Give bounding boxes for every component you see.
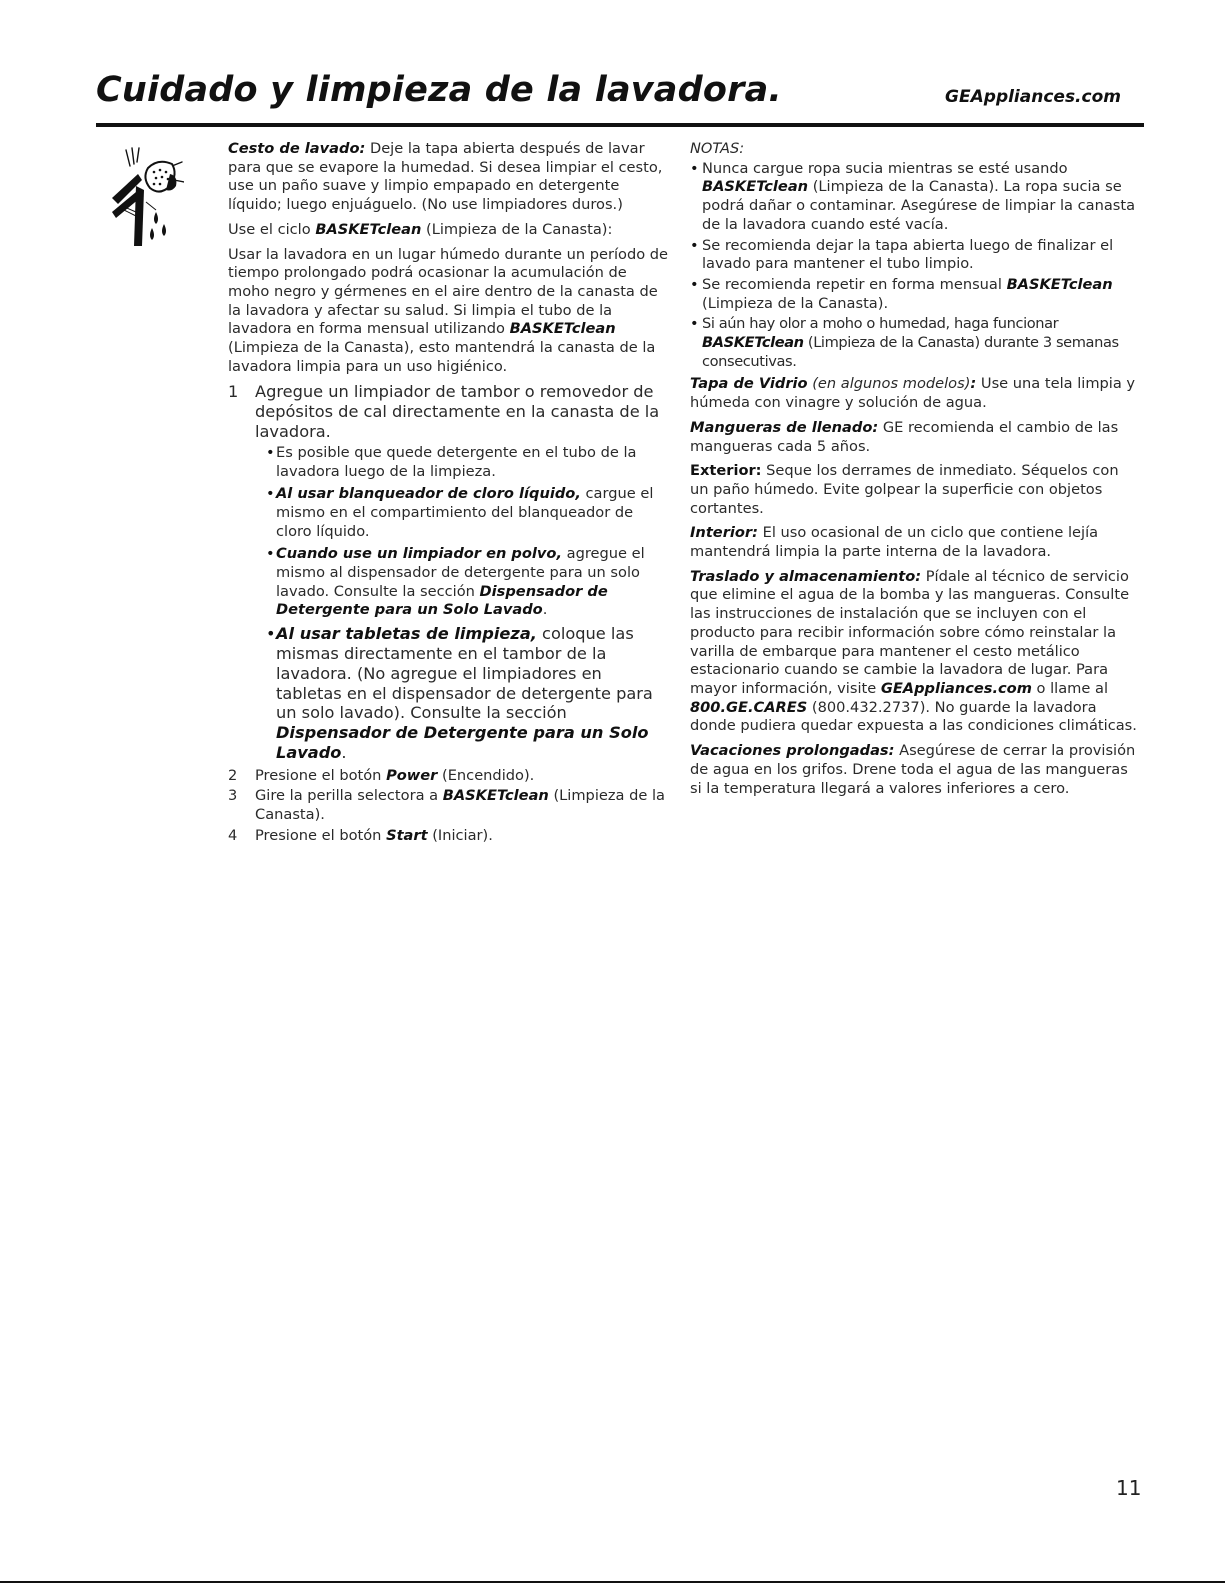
list-item [266, 485, 670, 541]
glass-lid-heading: Tapa de Vidrio [690, 375, 808, 393]
step-text-end: (Encendido). [437, 766, 535, 784]
list-item [690, 315, 1138, 371]
basketclean-term: BASKETclean [509, 320, 616, 338]
list-item [690, 237, 1138, 274]
vacation-paragraph [690, 742, 1138, 798]
section-reference: Dispensador de Detergente para un Solo Lavado [276, 582, 608, 619]
step-number: 3 [228, 787, 238, 805]
vacation-heading: Vacaciones prolongadas: [690, 742, 895, 760]
moving-heading: Traslado y almacenamiento: [690, 567, 922, 585]
step-text-end: (Iniciar). [427, 826, 493, 844]
glass-lid-paragraph [690, 375, 1138, 412]
cycle-intro-text: Use el ciclo [228, 220, 316, 238]
note-text: Se recomienda dejar la tapa abierta luego de finalizar el lavado para mantener el tubo limpio. [702, 236, 1114, 273]
interior-text: El uso ocasional de un ciclo que contiene lejía mantendrá limpia la parte interna de la lavadora. [690, 524, 1099, 561]
glass-lid-models: (en algunos modelos) [807, 375, 971, 393]
step-1-bullets [266, 444, 670, 763]
step-3 [228, 787, 670, 824]
bullet-heading: Cuando use un limpiador en polvo, [276, 545, 562, 563]
list-item [266, 545, 670, 620]
step-text: Presione el botón [255, 826, 387, 844]
humidity-text: Usar la lavadora en un lugar húmedo durante un período de tiempo prolongado podrá ocasionar la acumulación de moho negro y gérmenes en el aire dentro de la canasta de la lavadora y afectar su salud. Si limpia el tubo de la lavadora en forma mensual utilizando [228, 245, 669, 338]
note-text-end: (Limpieza de la Canasta). [702, 294, 889, 312]
site-link[interactable]: GEAppliances.com [880, 679, 1032, 697]
bullet-heading: Al usar blanqueador de cloro líquido, [276, 485, 581, 503]
cycle-intro-end: (Limpieza de la Canasta): [421, 220, 613, 238]
notes-heading: NOTAS: [690, 140, 745, 157]
vacation-text: Asegúrese de cerrar la provisión de agua en los grifos. Drene toda el agua de las mangueras si la temperatura llegará a valores inferiores a cero. [690, 742, 1136, 797]
moving-text-end: (800.432.2737). No guarde la lavadora donde pudiera quedar expuesta a las condiciones climáticas. [690, 698, 1137, 735]
site-url: GEAppliances.com [945, 87, 1121, 107]
glass-lid-text: Use una tela limpia y húmeda con vinagre y solución de agua. [690, 375, 1136, 412]
bullet-text: Es posible que quede detergente en el tubo de la lavadora luego de la limpieza. [276, 443, 637, 480]
note-text: Se recomienda repetir en forma mensual [702, 275, 1007, 293]
note-text: Si aún hay olor a moho o humedad, haga funcionar [702, 315, 1059, 333]
basket-paragraph [228, 140, 670, 215]
moving-text-mid: o llame al [1031, 679, 1108, 697]
bullet-end: . [341, 742, 347, 762]
step-number: 1 [228, 382, 239, 402]
humidity-paragraph [228, 246, 670, 377]
exterior-paragraph [690, 462, 1138, 518]
section-reference: Dispensador de Detergente para un Solo Lavado [276, 723, 649, 762]
basketclean-term: BASKETclean [442, 787, 549, 805]
moving-paragraph [690, 568, 1138, 736]
bullet-heading: Al usar tabletas de limpieza, [276, 624, 537, 644]
left-column [228, 140, 670, 848]
bullet-end: . [542, 601, 548, 619]
notes-heading-line [690, 140, 1138, 159]
basket-heading: Cesto de lavado: [228, 140, 366, 157]
basketclean-term: BASKETclean [702, 334, 804, 352]
bullet-text: cargue el mismo en el compartimiento del blanqueador de cloro líquido. [276, 485, 654, 540]
power-term: Power [386, 766, 438, 784]
footer-rule [0, 1581, 1225, 1583]
step-4 [228, 827, 670, 846]
step-text: Agregue un limpiador de tambor o removedor de depósitos de cal directamente en la canasta de la lavadora. [255, 382, 660, 442]
basketclean-term: BASKETclean [1006, 275, 1113, 293]
interior-heading: Interior: [690, 524, 758, 542]
notes-list [690, 160, 1138, 372]
note-text-end: (Limpieza de la Canasta) durante 3 semanas consecutivas. [702, 334, 1119, 370]
basket-text: Deje la tapa abierta después de lavar para que se evapore la humedad. Si desea limpiar el cesto, use un paño suave y limpio empapado en detergente líquido; luego enjuáguelo. (No use limpiadores duros.) [228, 140, 663, 214]
step-text: Gire la perilla selectora a [255, 787, 443, 805]
cleaning-sponge-icon [112, 146, 184, 250]
glass-lid-colon: : [970, 375, 977, 393]
step-number: 2 [228, 766, 238, 784]
list-item [266, 444, 670, 481]
start-term: Start [386, 826, 428, 844]
list-item [690, 160, 1138, 235]
header-rule [96, 123, 1144, 127]
step-2 [228, 767, 670, 786]
bullet-text: agregue el mismo al dispensador de detergente para un solo lavado. Consulte la sección [276, 545, 645, 600]
basketclean-term: BASKETclean [702, 178, 809, 196]
hoses-paragraph [690, 419, 1138, 456]
hoses-heading: Mangueras de llenado: [690, 418, 879, 436]
page-title: Cuidado y limpieza de la lavadora. [96, 70, 782, 110]
exterior-heading: Exterior: [690, 462, 762, 480]
note-text: Nunca cargue ropa sucia mientras se esté usando [702, 159, 1068, 177]
exterior-text: Seque los derrames de inmediato. Séquelos con un paño húmedo. Evite golpear la superficie con objetos cortantes. [690, 462, 1119, 517]
step-text-end: (Limpieza de la Canasta). [255, 787, 665, 824]
bullet-text: coloque las mismas directamente en el tambor de la lavadora. (No agregue el limpiadores en tabletas en el dispensador de detergente para un solo lavado). Consulte la sección [276, 624, 653, 723]
humidity-text-end: (Limpieza de la Canasta), esto mantendrá la canasta de la lavadora limpia para un uso higiénico. [228, 339, 656, 375]
list-item [266, 624, 670, 763]
page-number: 11 [1116, 1476, 1142, 1500]
basketclean-term: BASKETclean [315, 220, 422, 238]
moving-text: Pídale al técnico de servicio que elimine el agua de la bomba y las mangueras. Consulte las instrucciones de instalación que se incluyen con el producto para recibir información sobre cómo reinstalar la varilla de embarque para mantener el cesto metálico estacionario cuando se cambie la lavadora de lugar. Para mayor información, visite [690, 567, 1130, 697]
hoses-text: GE recomienda el cambio de las mangueras cada 5 años. [690, 418, 1119, 455]
right-column [690, 140, 1138, 804]
step-number: 4 [228, 826, 238, 844]
cycle-intro [228, 221, 670, 240]
phone-number: 800.GE.CARES [690, 698, 808, 716]
interior-paragraph [690, 524, 1138, 561]
step-text: Presione el botón [255, 766, 387, 784]
list-item [690, 276, 1138, 313]
step-1 [228, 382, 670, 441]
note-text-end: (Limpieza de la Canasta). La ropa sucia se podrá dañar o contaminar. Asegúrese de limpiar la canasta de la lavadora cuando esté vacía. [702, 178, 1136, 233]
